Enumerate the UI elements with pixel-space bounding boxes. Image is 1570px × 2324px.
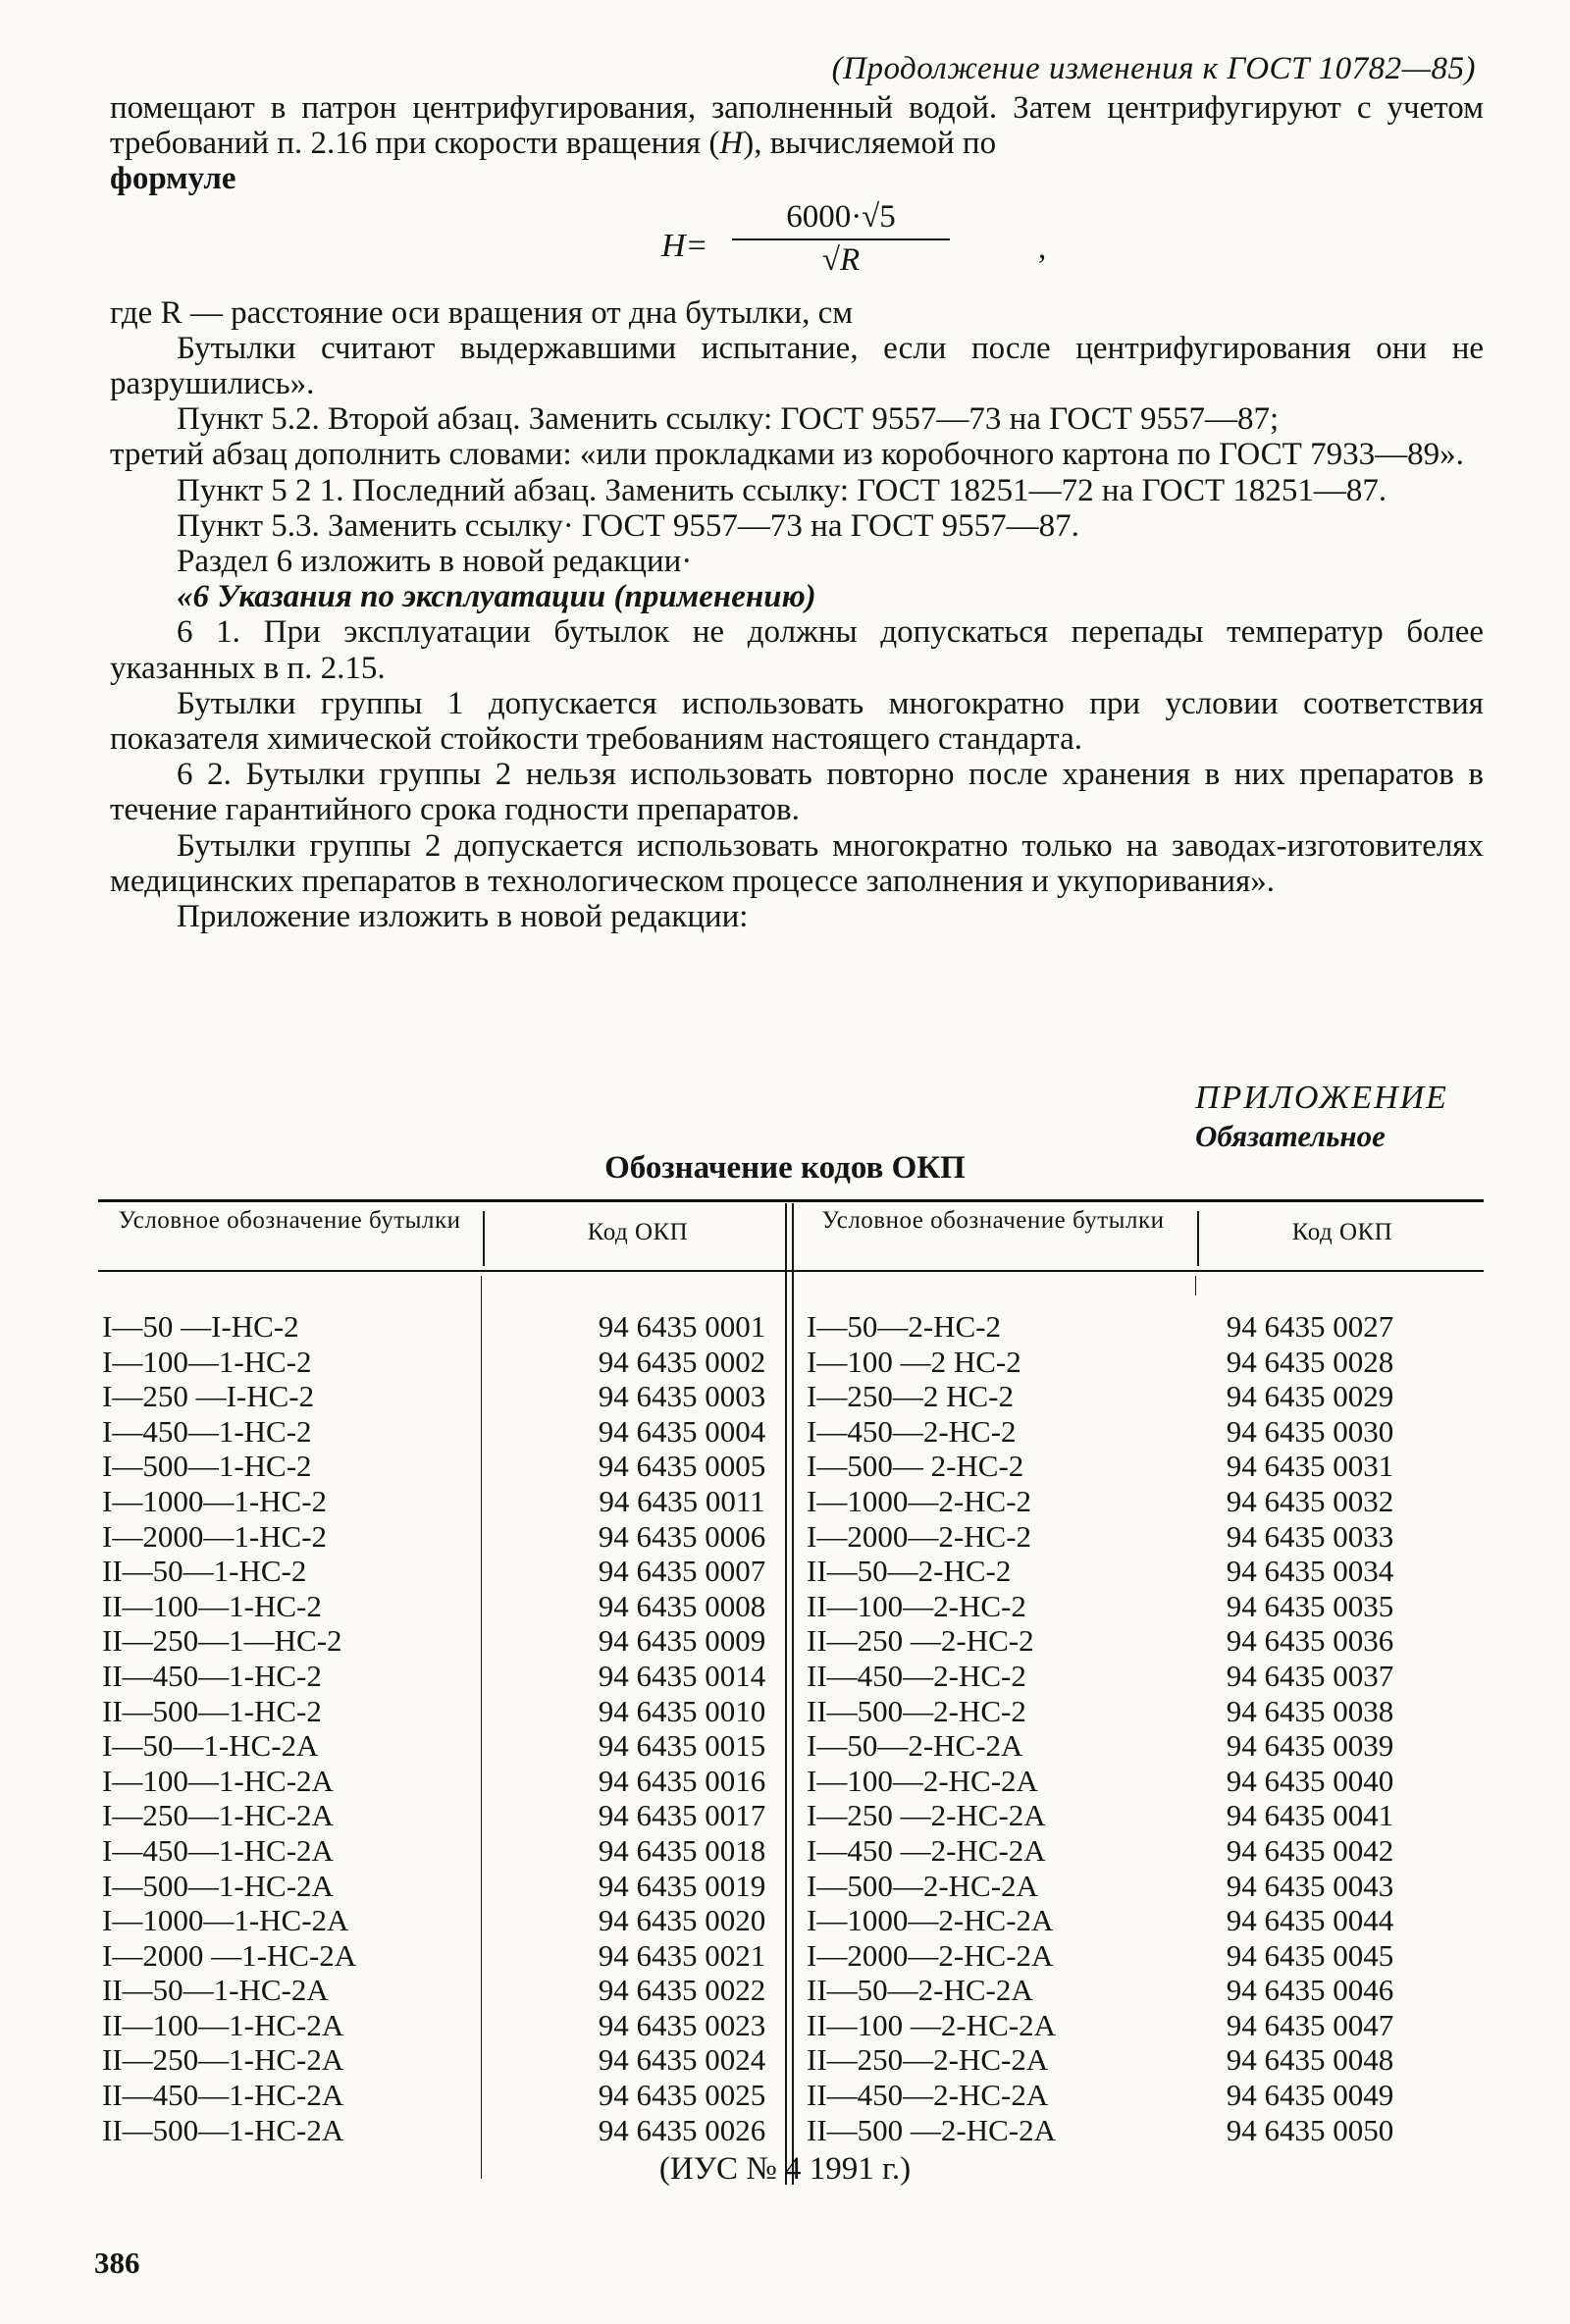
okp-code-cell: 94 6435 0031 bbox=[1226, 1449, 1394, 1484]
okp-code-cell: 94 6435 0049 bbox=[1226, 2078, 1394, 2113]
column-divider bbox=[483, 1211, 485, 1266]
okp-code-cell: 94 6435 0021 bbox=[598, 1937, 766, 1973]
okp-code-cell: 94 6435 0036 bbox=[1226, 1623, 1394, 1659]
bottle-designation-cell: II—450—2-НС-2А bbox=[807, 2078, 1049, 2113]
column-designation-right bbox=[803, 1309, 1136, 2147]
okp-code-cell: 94 6435 0034 bbox=[1226, 1554, 1394, 1589]
okp-code-cell: 94 6435 0022 bbox=[598, 1973, 766, 2008]
okp-code-cell: 94 6435 0045 bbox=[1226, 1937, 1394, 1973]
table-title: Обозначение кодов ОКП bbox=[604, 1150, 966, 1186]
column-header: Код ОКП bbox=[1291, 1219, 1393, 1245]
formula-lhs-text: H= bbox=[661, 227, 708, 264]
bottle-designation-cell: II—250 —2-НС-2 bbox=[807, 1623, 1034, 1659]
bottle-designation-cell: I—100—2-НС-2А bbox=[807, 1763, 1038, 1798]
okp-code-cell: 94 6435 0037 bbox=[1226, 1658, 1394, 1693]
appendix-title: ПРИЛОЖЕНИЕ bbox=[1195, 1080, 1448, 1116]
okp-code-cell: 94 6435 0032 bbox=[1226, 1483, 1394, 1518]
okp-code-cell: 94 6435 0027 bbox=[1226, 1309, 1394, 1344]
bottle-designation-cell: I—500—1-НС-2А bbox=[102, 1868, 334, 1903]
formula-comma: , bbox=[1038, 230, 1047, 266]
okp-code-cell: 94 6435 0020 bbox=[598, 1903, 766, 1938]
bottle-designation-cell: I—1000—2-НС-2 bbox=[807, 1483, 1032, 1518]
okp-code-cell: 94 6435 0041 bbox=[1226, 1798, 1394, 1833]
okp-code-cell: 94 6435 0011 bbox=[599, 1483, 765, 1518]
okp-code-cell: 94 6435 0019 bbox=[598, 1868, 766, 1903]
column-divider bbox=[1197, 1211, 1199, 1266]
bottle-designation-cell: I—2000 —1-НС-2А bbox=[102, 1937, 357, 1973]
okp-code-cell: 94 6435 0048 bbox=[1226, 2042, 1394, 2078]
paragraph-where: где R — расстояние оси вращения от дна бутылки, см bbox=[110, 294, 854, 331]
okp-code-cell: 94 6435 0015 bbox=[598, 1728, 766, 1764]
bottle-designation-cell: II—50—2-НС-2А bbox=[807, 1973, 1033, 2008]
bottle-designation-cell: II—250—1—НС-2 bbox=[102, 1623, 342, 1659]
formula-fraction bbox=[732, 199, 950, 278]
bottle-designation-cell: I—50—1-НС-2А bbox=[102, 1728, 319, 1764]
paragraph: Пункт 5.3. Заменить ссылку· ГОСТ 9557—73 на ГОСТ 9557—87. bbox=[177, 507, 1079, 544]
column-header: Код ОКП bbox=[587, 1219, 689, 1245]
bottle-designation-cell: II—50—1-НС-2 bbox=[102, 1554, 307, 1589]
formula-denominator: √R bbox=[821, 241, 861, 278]
bottle-designation-cell: I—1000—2-НС-2А bbox=[807, 1903, 1054, 1938]
column-header: Условное обозначение бутылки bbox=[118, 1207, 461, 1234]
bottle-designation-cell: I—450 —2-НС-2А bbox=[807, 1832, 1046, 1868]
body-text bbox=[110, 90, 1484, 934]
bottle-designation-cell: II—500—1-НС-2 bbox=[102, 1693, 322, 1728]
bottle-designation-cell: II—100—1-НС-2 bbox=[102, 1588, 322, 1623]
bottle-designation-cell: II—100 —2-НС-2А bbox=[807, 2007, 1056, 2042]
okp-code-cell: 94 6435 0009 bbox=[598, 1623, 766, 1659]
appendix-status: Обязательное bbox=[1195, 1119, 1386, 1153]
okp-code-cell: 94 6435 0047 bbox=[1226, 2007, 1394, 2042]
okp-code-cell: 94 6435 0006 bbox=[598, 1518, 766, 1554]
bottle-designation-cell: I—50—2-НС-2А bbox=[807, 1728, 1023, 1764]
okp-code-cell: 94 6435 0025 bbox=[598, 2078, 766, 2113]
bottle-designation-cell: I—450—2-НС-2 bbox=[807, 1413, 1017, 1449]
bottle-designation-cell: I—1000—1-НС-2 bbox=[102, 1483, 328, 1518]
okp-code-cell: 94 6435 0008 bbox=[598, 1588, 766, 1623]
bottle-designation-cell: II—100—1-НС-2А bbox=[102, 2007, 344, 2042]
bottle-designation-cell: I—250 —I-НС-2 bbox=[102, 1379, 315, 1414]
formula-numerator: 6000·√5 bbox=[732, 199, 950, 240]
okp-code-cell: 94 6435 0038 bbox=[1226, 1693, 1394, 1728]
variable-h: H bbox=[719, 126, 744, 162]
okp-code-cell: 94 6435 0035 bbox=[1226, 1588, 1394, 1623]
okp-code-cell: 94 6435 0040 bbox=[1226, 1763, 1394, 1798]
bottle-designation-cell: II—450—1-НС-2А bbox=[102, 2078, 344, 2113]
okp-code-cell: 94 6435 0005 bbox=[598, 1449, 766, 1484]
bottle-designation-cell: I—450—1-НС-2 bbox=[102, 1413, 312, 1449]
table-top-rule bbox=[98, 1199, 1484, 1202]
okp-code-cell: 94 6435 0003 bbox=[598, 1379, 766, 1414]
paragraph-continuation bbox=[110, 90, 1484, 197]
bottle-designation-cell: I—500—1-НС-2 bbox=[102, 1449, 312, 1484]
okp-code-cell: 94 6435 0039 bbox=[1226, 1728, 1394, 1764]
formula bbox=[110, 199, 1484, 295]
bottle-designation-cell: I—50—2-НС-2 bbox=[807, 1309, 1002, 1344]
okp-code-cell: 94 6435 0002 bbox=[598, 1344, 766, 1379]
okp-code-cell: 94 6435 0018 bbox=[598, 1832, 766, 1868]
okp-code-cell: 94 6435 0017 bbox=[598, 1798, 766, 1833]
paragraph: Бутылки считают выдержавшими испытание, если после центрифугирования они не разрушились». bbox=[110, 330, 1484, 402]
table-header-rule bbox=[98, 1270, 1484, 1272]
section-heading: «6 Указания по эксплуатации (применению) bbox=[177, 579, 816, 615]
paragraph: Бутылки группы 1 допускается использовать многократно при условии соответствия показателя химической стойкости требованиям настоящего стандарта. bbox=[110, 685, 1484, 758]
bottle-designation-cell: I—250 —2-НС-2А bbox=[807, 1798, 1046, 1833]
paragraph: Приложение изложить в новой редакции: bbox=[177, 899, 749, 935]
okp-code-cell: 94 6435 0026 bbox=[598, 2112, 766, 2147]
column-header: Условное обозначение бутылки bbox=[821, 1207, 1165, 1234]
okp-code-cell: 94 6435 0033 bbox=[1226, 1518, 1394, 1554]
okp-code-cell: 94 6435 0010 bbox=[598, 1693, 766, 1728]
paragraph: третий абзац дополнить словами: «или прокладками из коробочного картона по ГОСТ 7933—89». bbox=[110, 437, 1464, 473]
bottle-designation-cell: II—50—1-НС-2А bbox=[102, 1973, 329, 2008]
okp-code-cell: 94 6435 0050 bbox=[1226, 2112, 1394, 2147]
bottle-designation-cell: I—2000—2-НС-2А bbox=[807, 1937, 1054, 1973]
appendix-label bbox=[1195, 1080, 1448, 1154]
column-divider bbox=[1195, 1276, 1196, 1295]
bottle-designation-cell: I—500—2-НС-2А bbox=[807, 1868, 1038, 1903]
bottle-designation-cell: I—100 —2 НС-2 bbox=[807, 1344, 1021, 1379]
bottle-designation-cell: I—250—2 НС-2 bbox=[807, 1379, 1014, 1414]
bottle-designation-cell: II—500—1-НС-2А bbox=[102, 2112, 344, 2147]
paragraph: Бутылки группы 2 допускается использовать многократно только на заводах-изготовителях медицинских препаратов в технологическом процессе заполнения и укупоривания». bbox=[110, 827, 1484, 899]
okp-code-cell: 94 6435 0016 bbox=[598, 1763, 766, 1798]
okp-code-cell: 94 6435 0046 bbox=[1226, 1973, 1394, 2008]
okp-code-cell: 94 6435 0004 bbox=[598, 1413, 766, 1449]
paragraph: 6 1. При эксплуатации бутылок не должны допускаться перепады температур более указанных в п. 2.15. bbox=[110, 614, 1484, 686]
paragraph: Пункт 5.2. Второй абзац. Заменить ссылку: ГОСТ 9557—73 на ГОСТ 9557—87; bbox=[177, 401, 1280, 438]
bottle-designation-cell: I—450—1-НС-2А bbox=[102, 1832, 334, 1868]
okp-code-cell: 94 6435 0044 bbox=[1226, 1903, 1394, 1938]
okp-code-cell: 94 6435 0014 bbox=[598, 1658, 766, 1693]
okp-code-cell: 94 6435 0042 bbox=[1226, 1832, 1394, 1868]
okp-code-cell: 94 6435 0029 bbox=[1226, 1379, 1394, 1414]
footer-source: (ИУС № 4 1991 г.) bbox=[658, 2151, 912, 2187]
bottle-designation-cell: II—250—2-НС-2А bbox=[807, 2042, 1049, 2078]
okp-codes-table bbox=[98, 1199, 1484, 2200]
bottle-designation-cell: II—450—2-НС-2 bbox=[807, 1658, 1026, 1693]
paragraph: 6 2. Бутылки группы 2 нельзя использовать повторно после хранения в них препаратов в течение гарантийного срока годности препаратов. bbox=[110, 757, 1484, 828]
okp-code-cell: 94 6435 0028 bbox=[1226, 1344, 1394, 1379]
bottle-designation-cell: II—500—2-НС-2 bbox=[807, 1693, 1026, 1728]
okp-code-cell: 94 6435 0030 bbox=[1226, 1413, 1394, 1449]
bottle-designation-cell: I—1000—1-НС-2А bbox=[102, 1903, 349, 1938]
bottle-designation-cell: II—50—2-НС-2 bbox=[807, 1554, 1012, 1589]
text-span: помещают в патрон центрифугирования, заполненный водой. Затем центрифугируют с учетом требований п. 2.16 при скорости вращения ( bbox=[110, 90, 1484, 162]
bottle-designation-cell: I—2000—2-НС-2 bbox=[807, 1518, 1032, 1554]
okp-code-cell: 94 6435 0023 bbox=[598, 2007, 766, 2042]
bottle-designation-cell: I—50 —I-НС-2 bbox=[102, 1309, 299, 1344]
okp-code-cell: 94 6435 0001 bbox=[598, 1309, 766, 1344]
page-number: 386 bbox=[94, 2245, 140, 2280]
okp-code-cell: 94 6435 0024 bbox=[598, 2042, 766, 2078]
bottle-designation-cell: I—2000—1-НС-2 bbox=[102, 1518, 328, 1554]
column-designation-left bbox=[98, 1309, 481, 2147]
bottle-designation-cell: I—500— 2-НС-2 bbox=[807, 1449, 1024, 1484]
bottle-designation-cell: II—500 —2-НС-2А bbox=[807, 2112, 1056, 2147]
formula-word: формуле bbox=[110, 161, 236, 197]
running-header: (Продолжение изменения к ГОСТ 10782—85) bbox=[831, 51, 1476, 86]
bottle-designation-cell: I—100—1-НС-2А bbox=[102, 1763, 334, 1798]
bottle-designation-cell: II—100—2-НС-2 bbox=[807, 1588, 1026, 1623]
bottle-designation-cell: I—250—1-НС-2А bbox=[102, 1798, 334, 1833]
bottle-designation-cell: II—450—1-НС-2 bbox=[102, 1658, 322, 1693]
okp-code-cell: 94 6435 0007 bbox=[598, 1554, 766, 1589]
column-code-right bbox=[1138, 1309, 1482, 2147]
paragraph: Раздел 6 изложить в новой редакции· bbox=[177, 544, 693, 580]
bottle-designation-cell: II—250—1-НС-2А bbox=[102, 2042, 344, 2078]
paragraph: Пункт 5 2 1. Последний абзац. Заменить ссылку: ГОСТ 18251—72 на ГОСТ 18251—87. bbox=[177, 472, 1387, 508]
text-span: ), вычисляемой по bbox=[743, 126, 997, 162]
bottle-designation-cell: I—100—1-НС-2 bbox=[102, 1344, 312, 1379]
formula-lhs bbox=[661, 229, 708, 264]
okp-code-cell: 94 6435 0043 bbox=[1226, 1868, 1394, 1903]
